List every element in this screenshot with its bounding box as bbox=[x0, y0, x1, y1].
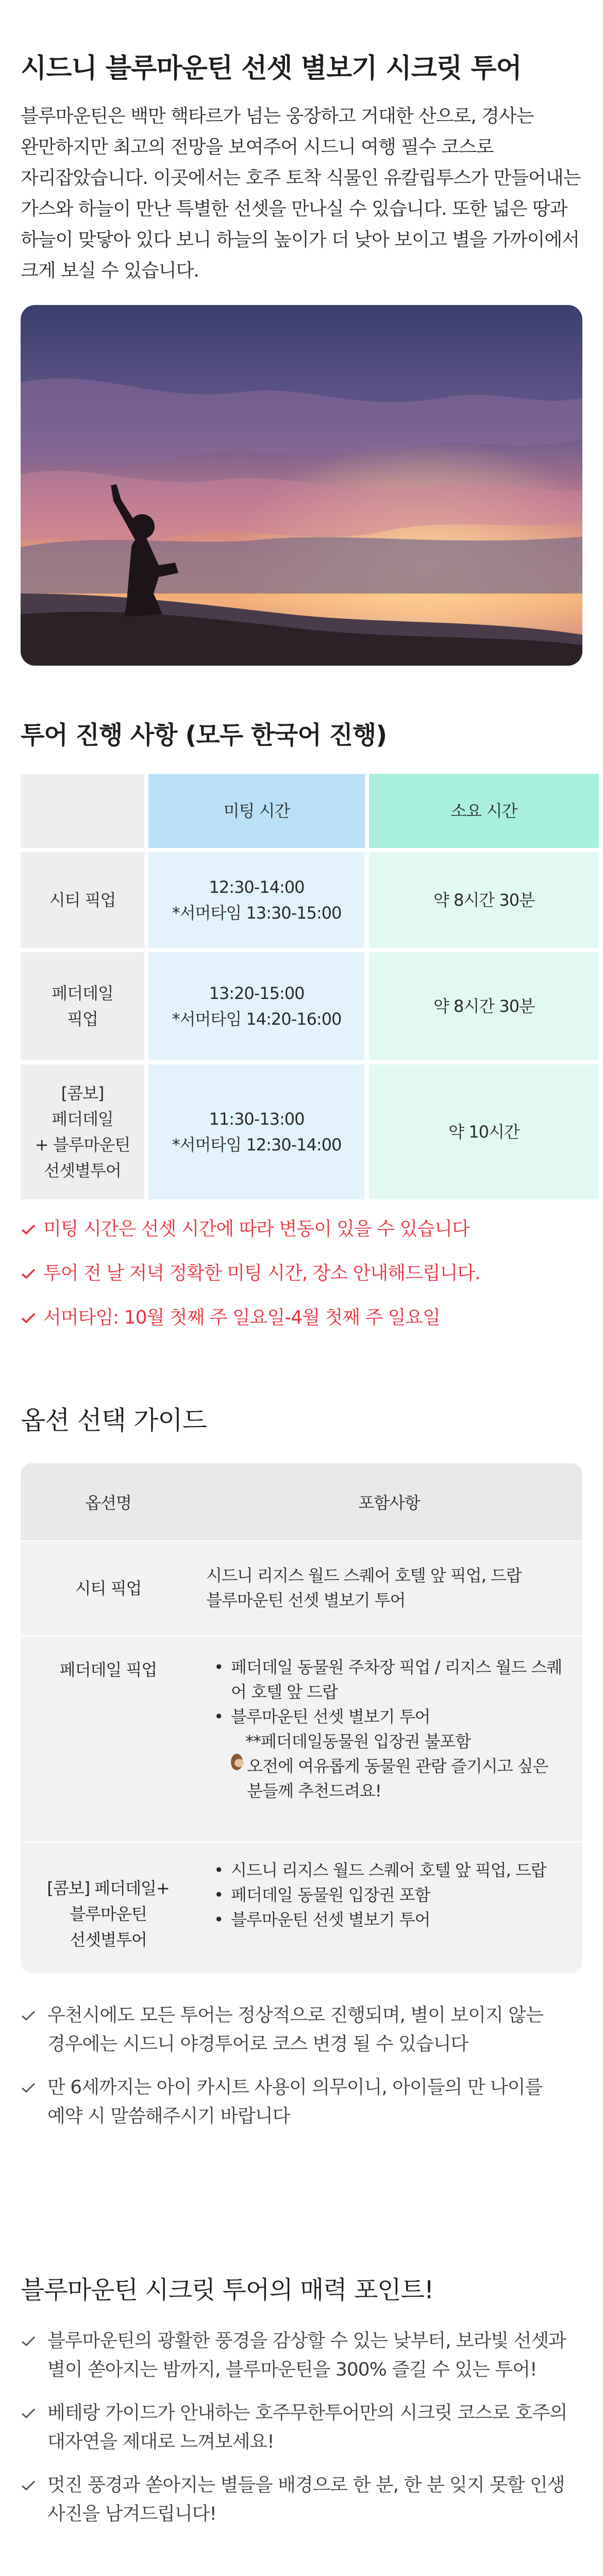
option-bullet-text: 블루마운틴 선셋 별보기 투어 bbox=[231, 1707, 430, 1726]
feature-item bbox=[21, 2327, 582, 2384]
option-name: 페더데일 픽업 bbox=[59, 1660, 157, 1680]
feature-text: 블루마운틴의 광활한 풍경을 감상할 수 있는 낮부터, 보라빛 선셋과 별이 쏟아지는 밤까지, 블루마운틴을 300% 즐길 수 있는 투어! bbox=[47, 2330, 566, 2380]
summer-time: *서머타임 13:30-15:00 bbox=[172, 903, 342, 923]
red-check-icon bbox=[21, 1215, 43, 1244]
option-name: 시티 픽업 bbox=[75, 1579, 142, 1598]
features-section bbox=[0, 2145, 603, 2529]
sunset-photo bbox=[21, 305, 582, 666]
feature-item bbox=[21, 2399, 582, 2456]
note-text: 미팅 시간은 선셋 시간에 따라 변동이 있을 수 있습니다 bbox=[43, 1218, 470, 1240]
note-item bbox=[21, 1303, 582, 1332]
check-icon bbox=[21, 2471, 47, 2500]
option-bullet-text: 페더데일 동물원 입장권 포함 bbox=[231, 1885, 430, 1905]
schedule-duration: 약 10시간 bbox=[369, 1064, 599, 1199]
options-section bbox=[0, 1348, 603, 1973]
schedule-row-name: [콤보] 페더데일 + 블루마운틴 선셋별투어 bbox=[21, 1064, 144, 1199]
features-title: 블루마운틴 시크릿 투어의 매력 포인트! bbox=[21, 2276, 434, 2304]
feature-item bbox=[21, 2471, 582, 2529]
option-subnote-text: 오전에 여유롭게 동물원 관람 즐기시고 싶은 분들께 추천드려요! bbox=[247, 1756, 548, 1801]
monkey-icon bbox=[231, 1754, 243, 1770]
check-item bbox=[21, 2001, 582, 2059]
schedule-notes bbox=[0, 1204, 603, 1332]
options-row bbox=[21, 1540, 582, 1635]
meeting-time: 12:30-14:00 bbox=[209, 877, 305, 897]
schedule-header-duration: 소요 시간 bbox=[369, 774, 599, 848]
schedule-row bbox=[21, 852, 599, 948]
note-text: 서머타임: 10월 첫째 주 일요일-4월 첫째 주 일요일 bbox=[43, 1307, 440, 1328]
option-bullet-text: 시드니 리지스 월드 스퀘어 호텔 앞 픽업, 드랍 bbox=[231, 1860, 546, 1880]
option-bullet-text: 페더데일 동물원 주차장 픽업 / 리지스 월드 스퀘어 호텔 앞 드랍 bbox=[231, 1657, 562, 1702]
option-name: [콤보] 페더데일+ 블루마운틴 선셋별투어 bbox=[47, 1878, 170, 1950]
options-title: 옵션 선택 가이드 bbox=[21, 1405, 207, 1435]
meeting-time: 13:20-15:00 bbox=[209, 984, 305, 1003]
options-notes bbox=[0, 1973, 603, 2131]
schedule-title: 투어 진행 사항 (모두 한국어 진행) bbox=[21, 721, 387, 750]
option-subnote: **페더데일동물원 입장권 불포함 bbox=[245, 1732, 471, 1751]
sunset-silhouette-image bbox=[21, 305, 582, 666]
summer-time: *서머타임 14:20-16:00 bbox=[172, 1009, 342, 1029]
note-item bbox=[21, 1259, 582, 1288]
options-row bbox=[21, 1841, 582, 1973]
page-title: 시드니 블루마운틴 선셋 별보기 시크릿 투어 bbox=[21, 53, 522, 84]
feature-text: 베테랑 가이드가 안내하는 호주무한투어만의 시크릿 코스로 호주의 대자연을 제대로 느껴보세요! bbox=[47, 2402, 567, 2452]
option-line: 시드니 리지스 월드 스퀘어 호텔 앞 픽업, 드랍 bbox=[206, 1566, 522, 1585]
check-item bbox=[21, 2073, 582, 2131]
bullet-dot-icon: • bbox=[214, 1885, 223, 1905]
meeting-time: 11:30-13:00 bbox=[209, 1109, 305, 1129]
note-item bbox=[21, 1215, 582, 1244]
schedule-meeting-time bbox=[148, 952, 365, 1060]
option-bullet bbox=[206, 1858, 567, 1883]
feature-text: 멋진 풍경과 쏟아지는 별들을 배경으로 한 분, 한 분 잊지 못할 인생 사진을 남겨드립니다! bbox=[47, 2475, 565, 2524]
schedule-row-name: 페더데일 픽업 bbox=[21, 952, 144, 1060]
schedule-meeting-time bbox=[148, 852, 365, 948]
red-check-icon bbox=[21, 1303, 43, 1332]
option-includes bbox=[196, 1541, 582, 1635]
check-icon bbox=[21, 2073, 47, 2102]
bullet-dot-icon: • bbox=[214, 1707, 223, 1726]
intro-description: 블루마운틴은 백만 핵타르가 넘는 웅장하고 거대한 산으로, 경사는 완만하지만 최고의 전망을 보여주어 시드니 여행 필수 코스로 자리잡았습니다. 이곳에서는 호주 토착 식물인 유칼립투스가 만들어내는 가스와 하늘이 만난 특별한 선셋을 만나실 수 있습니다. 또한 넓은 땅과 하늘이 맞닿아 있다 보니 하늘의 높이가 더 낮아 보이고 별을 가까이에서 크게 보실 수 있습니다. bbox=[21, 106, 581, 281]
option-includes bbox=[196, 1842, 582, 1973]
option-bullet bbox=[206, 1883, 567, 1907]
check-text: 우천시에도 모든 투어는 정상적으로 진행되며, 별이 보이지 않는 경우에는 시드니 야경투어로 코스 변경 될 수 있습니다 bbox=[47, 2005, 543, 2055]
check-icon bbox=[21, 2399, 47, 2428]
schedule-duration: 약 8시간 30분 bbox=[369, 952, 599, 1060]
schedule-row bbox=[21, 952, 599, 1060]
check-text: 만 6세까지는 아이 카시트 사용이 의무이니, 아이들의 만 나이를 예약 시 말씀해주시기 바랍니다 bbox=[47, 2077, 543, 2127]
option-includes bbox=[196, 1636, 582, 1841]
option-bullet bbox=[206, 1704, 567, 1729]
options-header-includes: 포함사항 bbox=[358, 1493, 420, 1513]
recommend-section bbox=[0, 2543, 603, 2576]
schedule-meeting-time bbox=[148, 1064, 365, 1199]
schedule-duration: 약 8시간 30분 bbox=[369, 852, 599, 948]
schedule-header-blank bbox=[21, 774, 144, 848]
bullet-dot-icon: • bbox=[214, 1657, 223, 1677]
option-bullet bbox=[206, 1907, 567, 1932]
options-header bbox=[21, 1463, 582, 1540]
bullet-dot-icon: • bbox=[214, 1860, 223, 1880]
options-table bbox=[21, 1463, 582, 1973]
summer-time: *서머타임 12:30-14:00 bbox=[172, 1135, 342, 1155]
options-header-name: 옵션명 bbox=[85, 1493, 131, 1513]
schedule-row bbox=[21, 1064, 599, 1199]
bullet-dot-icon: • bbox=[214, 1910, 223, 1929]
check-icon bbox=[21, 2327, 47, 2355]
schedule-section bbox=[0, 666, 603, 1204]
option-line: 블루마운틴 선셋 별보기 투어 bbox=[206, 1590, 406, 1610]
option-bullet-text: 블루마운틴 선셋 별보기 투어 bbox=[231, 1910, 430, 1929]
schedule-row-name: 시티 픽업 bbox=[21, 852, 144, 948]
option-subnote-emoji bbox=[206, 1754, 567, 1803]
schedule-header-meeting: 미팅 시간 bbox=[148, 774, 365, 848]
red-check-icon bbox=[21, 1259, 43, 1288]
note-text: 투어 전 날 저녁 정확한 미팅 시간, 장소 안내해드립니다. bbox=[43, 1263, 480, 1284]
schedule-table bbox=[16, 770, 603, 1204]
intro-section bbox=[0, 0, 603, 666]
check-icon bbox=[21, 2001, 47, 2030]
option-bullet bbox=[206, 1655, 567, 1704]
options-row bbox=[21, 1635, 582, 1841]
